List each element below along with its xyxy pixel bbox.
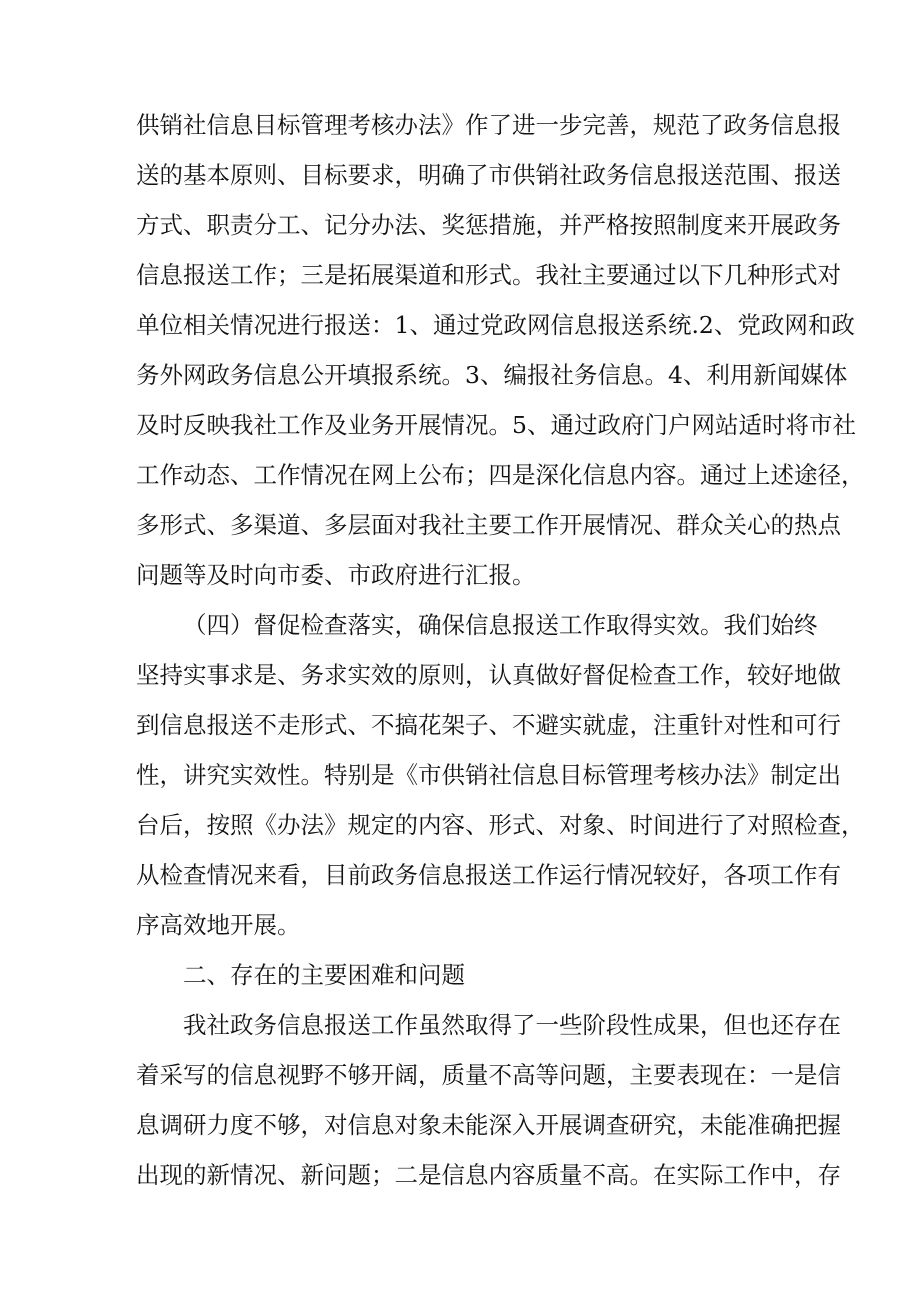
text-line: 到信息报送不走形式、不搞花架子、不避实就虚，注重针对性和可行 <box>136 711 841 739</box>
paragraph-supervision <box>136 600 865 950</box>
text-line: 单位相关情况进行报送：1、通过党政网信息报送系统.2、党政网和政 <box>136 311 855 339</box>
paragraph-continuation <box>136 100 865 600</box>
text-line: 台后，按照《办法》规定的内容、形式、对象、时间进行了对照检查， <box>136 811 865 839</box>
text-line: 我社政务信息报送工作虽然取得了一些阶段性成果，但也还存在 <box>183 1011 841 1039</box>
text-line: 问题等及时向市委、市政府进行汇报。 <box>136 561 536 589</box>
text-line: 信息报送工作；三是拓展渠道和形式。我社主要通过以下几种形式对 <box>136 261 841 289</box>
text-line: 着采写的信息视野不够开阔，质量不高等问题，主要表现在：一是信 <box>136 1061 841 1089</box>
text-line: 息调研力度不够，对信息对象未能深入开展调查研究，未能准确把握 <box>136 1111 841 1139</box>
text-line: 从检查情况来看，目前政务信息报送工作运行情况较好，各项工作有 <box>136 861 841 889</box>
text-line: 性，讲究实效性。特别是《市供销社信息目标管理考核办法》制定出 <box>136 761 841 789</box>
text-line: （四）督促检查落实，确保信息报送工作取得实效。我们始终 <box>183 611 818 639</box>
text-line: 方式、职责分工、记分办法、奖惩措施，并严格按照制度来开展政务 <box>136 211 841 239</box>
heading-text: 二、存在的主要困难和问题 <box>183 961 465 989</box>
paragraph-problems <box>136 1000 841 1200</box>
text-line: 多形式、多渠道、多层面对我社主要工作开展情况、群众关心的热点 <box>136 511 841 539</box>
text-line: 及时反映我社工作及业务开展情况。5、通过政府门户网站适时将市社 <box>136 411 856 439</box>
text-line: 工作动态、工作情况在网上公布；四是深化信息内容。通过上述途径， <box>136 461 865 489</box>
text-line: 坚持实事求是、务求实效的原则，认真做好督促检查工作，较好地做 <box>136 661 841 689</box>
text-line: 供销社信息目标管理考核办法》作了进一步完善，规范了政务信息报 <box>136 111 841 139</box>
text-line: 出现的新情况、新问题；二是信息内容质量不高。在实际工作中，存 <box>136 1161 841 1189</box>
text-line: 务外网政务信息公开填报系统。3、编报社务信息。4、利用新闻媒体 <box>136 361 848 389</box>
text-line: 序高效地开展。 <box>136 911 301 939</box>
text-line: 送的基本原则、目标要求，明确了市供销社政务信息报送范围、报送 <box>136 161 841 189</box>
document-body <box>136 100 865 1200</box>
section-heading <box>136 950 796 1000</box>
